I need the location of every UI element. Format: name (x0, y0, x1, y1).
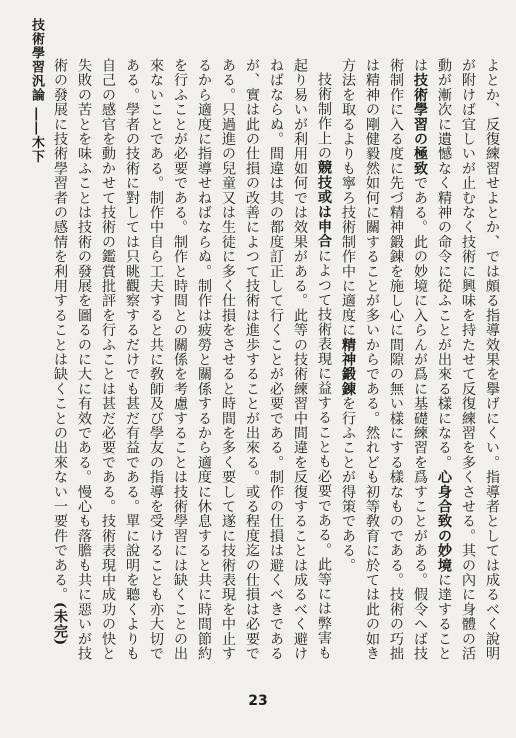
running-header: 技術學習汎論 ――木下 (29, 18, 44, 164)
paragraph (336, 58, 504, 668)
emphasis-text: (未完) (52, 601, 68, 646)
emphasis-text: 技術學習の極致 (412, 72, 428, 176)
text-run: に達することは (412, 58, 452, 661)
body-text (52, 58, 504, 668)
text-run: を行ふことが得策である。 (340, 396, 356, 573)
emphasis-text: 精神鍛錬 (340, 337, 356, 397)
emphasis-text: 競技或は申合 (316, 160, 332, 249)
page-number: 23 (248, 693, 268, 709)
emphasis-text: 心身合致の妙境 (436, 469, 452, 573)
text-run: よとか、反復練習せよとか、では頗る指導效果を擧げにくい。指導者としては成るべく說明が附けば宜しいが止むなく技術に興味を持たせて反復練習を多くさせる。其の內に身體の活動が漸次に遺憾なく精神の命令に從ふことが出來る樣になる。 (436, 58, 500, 661)
text-run: 技術制作上の (316, 72, 332, 161)
text-run: によつて技術表現に益することも必要である。此等には弊害も起り易いが利用如何では效果がある。此等の技術練習中間違を反復することは成るべく避けねばならぬ。間違は其の都度訂正して行くことが必要である。制作の仕損は避くべきであるが、實は此の仕損の改善によつて技術は進歩することが出來る。或る程度迄の仕損は必要である。只過進の兒童又は生徒に多く仕損をさせると時間を多く要して遂に技術表現を中止するから適度に指導せねばならぬ。制作は疲勞と關係するから適度に休息すると共に時間節約を行ふことが必要である。制作と時間との關係を考慮することは技術學習には缺くことの出來ないことである。制作中自ら工夫すると共に敎師及び學友の指導を受けることも亦大切である。學者の技術に對しては只眺觀察するだけでも甚だ有益である。單に說明を聽くよりも自己の感官を動かせて技術の鑑賞批評を行ふことは甚だ必要である。技術表現中成功の快と失敗の苦とを味ふことは技術の發展を圖るのに大に有效である。慢心も落膽も共に惡いが技術の發展に技術學習者の感情を利用することは缺くことの出來ない一要件である。 (52, 58, 332, 661)
paragraph (48, 58, 336, 668)
text-run: である。此の妙境に入らんが爲に基礎練習を爲すことがある。假令へば技術制作に入る度に先づ精神鍛錬を施し心に間隙の無い樣にする樣なものである。技術の巧拙は精神の剛健毅然如何に關することが多いからである。然れども初等敎育に於ては此の如き方法を取るよりも寧ろ技術制作中に適度に (340, 58, 428, 661)
